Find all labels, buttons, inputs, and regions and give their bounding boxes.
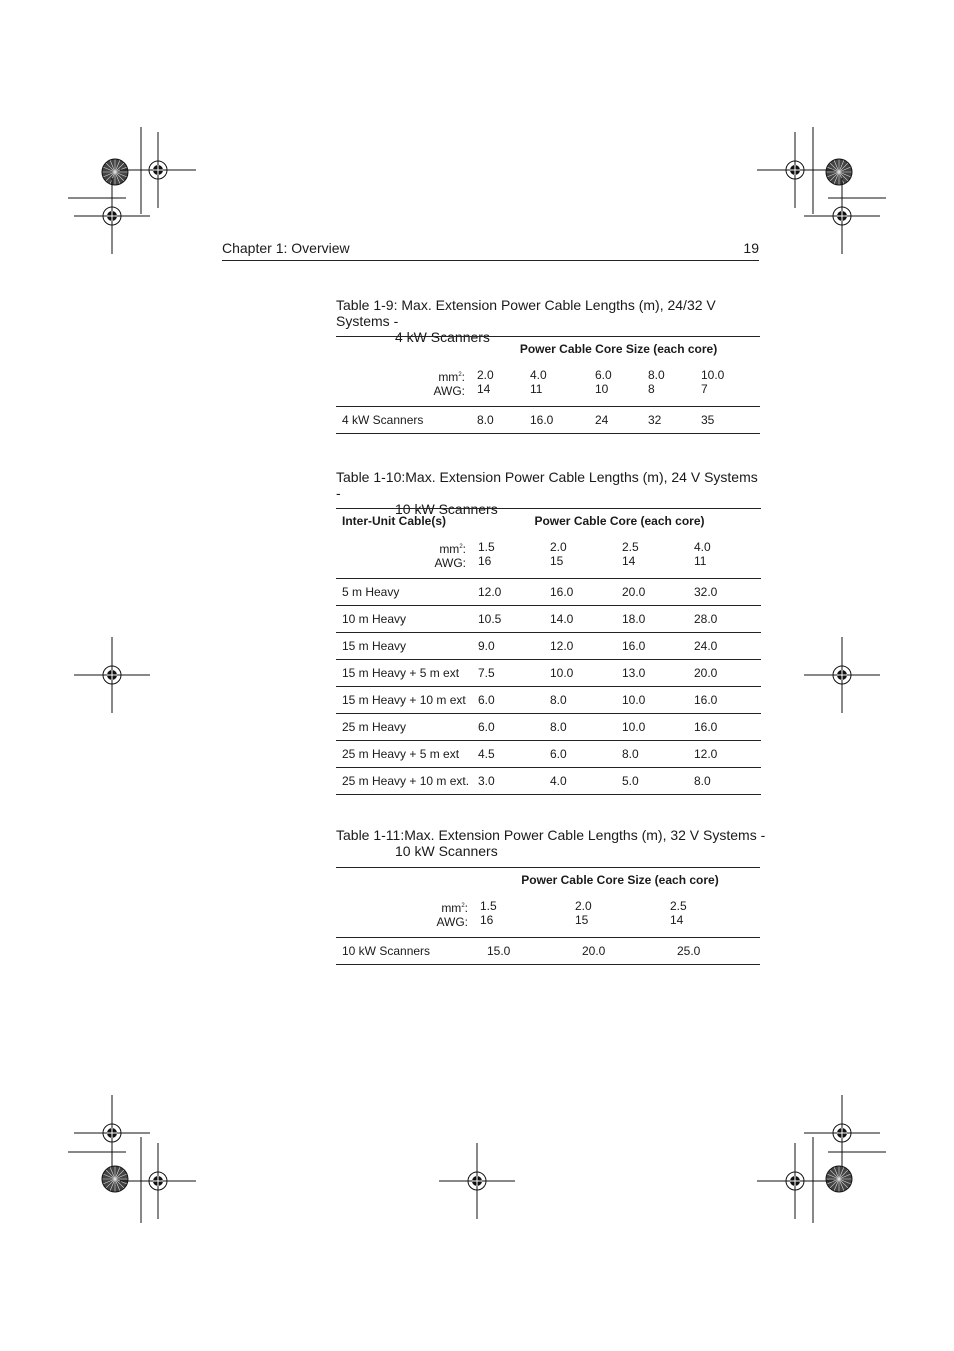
registration-star-icon <box>826 159 852 185</box>
size-cell: 2.0 14 <box>477 368 494 396</box>
table-11-caption-line1: Table 1-11:Max. Extension Power Cable Lengths (m), 32 V Systems - <box>336 827 766 843</box>
row-label: 15 m Heavy + 5 m ext <box>336 660 478 687</box>
size-cell: 2.5 14 <box>670 899 687 927</box>
table-row <box>336 660 761 687</box>
size-cell: 8.0 8 <box>648 368 665 396</box>
table-cell: 16.0 <box>550 579 622 606</box>
registration-cross-icon <box>74 637 150 713</box>
table-cell: 20.0 <box>694 660 761 687</box>
size-cell: 2.5 14 <box>622 540 639 568</box>
page-header <box>222 238 759 261</box>
table-9-caption-line1: Table 1-9: Max. Extension Power Cable Lengths (m), 24/32 V Systems - <box>336 297 716 329</box>
registration-cross-icon <box>74 1095 150 1171</box>
table-cell: 12.0 <box>478 579 550 606</box>
table-10-caption-line1: Table 1-10:Max. Extension Power Cable Lengths (m), 24 V Systems - <box>336 469 758 501</box>
table-11-caption <box>336 827 766 859</box>
table-cell: 32.0 <box>694 579 761 606</box>
table-row <box>336 768 761 795</box>
registration-cross-icon <box>804 178 880 254</box>
registration-cross-icon <box>804 1095 880 1171</box>
registration-cross-icon <box>120 132 196 208</box>
row-label: 25 m Heavy <box>336 714 478 741</box>
table-9-caption-line2: 4 kW Scanners <box>395 329 490 345</box>
table-cell: 6.0 <box>478 687 550 714</box>
row-label: 4 kW Scanners <box>336 407 477 434</box>
table-cell: 8.0 <box>622 741 694 768</box>
table-cell: 6.0 <box>550 741 622 768</box>
page-number: 19 <box>743 240 759 256</box>
mm-label: mm <box>441 901 462 915</box>
table-cell: 10.0 <box>622 687 694 714</box>
registration-cross-icon <box>439 1143 515 1219</box>
awg-label: AWG: <box>433 384 465 398</box>
table-row <box>336 606 761 633</box>
table-row <box>336 687 761 714</box>
table-cell: 16.0 <box>530 407 595 434</box>
table-cell: 12.0 <box>694 741 761 768</box>
table-cell: 24 <box>595 407 648 434</box>
size-cell: 2.0 15 <box>575 899 592 927</box>
table-cell: 8.0 <box>550 687 622 714</box>
chapter-title: Chapter 1: Overview <box>222 240 350 256</box>
table-cell: 3.0 <box>478 768 550 795</box>
awg-label: AWG: <box>436 915 468 929</box>
table-cell: 25.0 <box>670 938 760 965</box>
table-10-row-header: Inter-Unit Cable(s) <box>342 514 447 528</box>
mm-label: mm <box>439 542 460 556</box>
row-label: 15 m Heavy <box>336 633 478 660</box>
table-row <box>336 579 761 606</box>
table-cell: 5.0 <box>622 768 694 795</box>
table-cell: 35 <box>701 407 760 434</box>
row-label: 10 m Heavy <box>336 606 478 633</box>
registration-cross-icon <box>804 637 880 713</box>
table-row <box>336 714 761 741</box>
row-label: 25 m Heavy + 5 m ext <box>336 741 478 768</box>
table-cell: 16.0 <box>694 714 761 741</box>
size-cell: 1.5 16 <box>480 899 497 927</box>
table-cell: 9.0 <box>478 633 550 660</box>
table-row <box>336 938 760 965</box>
row-label: 25 m Heavy + 10 m ext. <box>336 768 478 795</box>
table-cell: 28.0 <box>694 606 761 633</box>
size-cell: 2.0 15 <box>550 540 567 568</box>
mm-label: mm <box>438 370 459 384</box>
table-cell: 12.0 <box>550 633 622 660</box>
row-label: 10 kW Scanners <box>336 938 480 965</box>
table-cell: 18.0 <box>622 606 694 633</box>
table-cell: 10.0 <box>622 714 694 741</box>
table-cell: 4.5 <box>478 741 550 768</box>
table-cell: 4.0 <box>550 768 622 795</box>
table-cell: 8.0 <box>550 714 622 741</box>
table-11 <box>336 867 760 965</box>
table-cell: 20.0 <box>622 579 694 606</box>
table-cell: 6.0 <box>478 714 550 741</box>
table-cell: 8.0 <box>694 768 761 795</box>
table-cell: 10.5 <box>478 606 550 633</box>
size-cell: 4.0 11 <box>694 540 711 568</box>
table-cell: 16.0 <box>694 687 761 714</box>
size-cell: 6.0 10 <box>595 368 612 396</box>
table-cell: 32 <box>648 407 701 434</box>
table-10 <box>336 508 761 795</box>
table-row <box>336 407 760 434</box>
table-11-caption-line2: 10 kW Scanners <box>395 843 498 859</box>
table-cell: 15.0 <box>480 938 575 965</box>
size-cell: 1.5 16 <box>478 540 495 568</box>
row-label: 5 m Heavy <box>336 579 478 606</box>
table-cell: 14.0 <box>550 606 622 633</box>
size-cell: 4.0 11 <box>530 368 547 396</box>
table-cell: 10.0 <box>550 660 622 687</box>
table-cell: 16.0 <box>622 633 694 660</box>
table-9-group-header: Power Cable Core Size (each core) <box>519 342 718 356</box>
size-cell: 10.0 7 <box>701 368 725 396</box>
awg-label: AWG: <box>434 556 466 570</box>
registration-cross-icon <box>74 178 150 254</box>
table-cell: 20.0 <box>575 938 670 965</box>
table-row <box>336 633 761 660</box>
registration-cross-icon <box>757 1143 833 1219</box>
registration-cross-icon <box>757 132 833 208</box>
table-cell: 8.0 <box>477 407 530 434</box>
table-11-unit-labels: $mm^2$: AWG: <box>436 901 468 929</box>
table-row <box>336 741 761 768</box>
table-9 <box>336 336 760 434</box>
table-cell: 13.0 <box>622 660 694 687</box>
table-10-unit-labels: $mm^2$: AWG: <box>434 542 466 570</box>
registration-star-icon <box>102 1166 128 1192</box>
table-cell: 7.5 <box>478 660 550 687</box>
registration-star-icon <box>826 1166 852 1192</box>
table-cell: 24.0 <box>694 633 761 660</box>
table-10-caption-line2: 10 kW Scanners <box>395 501 498 517</box>
row-label: 15 m Heavy + 10 m ext <box>336 687 478 714</box>
table-11-group-header: Power Cable Core Size (each core) <box>521 873 719 887</box>
registration-cross-icon <box>120 1143 196 1219</box>
registration-star-icon <box>102 159 128 185</box>
table-9-unit-labels: $mm^2$: AWG: <box>433 370 465 398</box>
table-10-group-header: Power Cable Core (each core) <box>534 514 705 528</box>
